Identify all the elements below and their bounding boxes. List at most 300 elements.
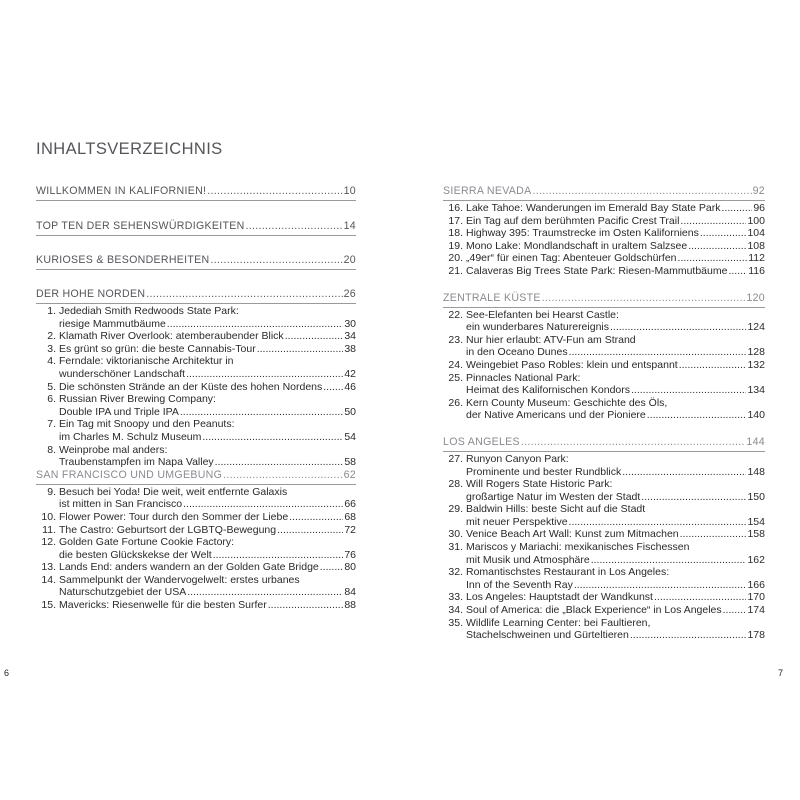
dot-leader xyxy=(641,491,746,504)
entry-body xyxy=(466,227,765,240)
entry-line xyxy=(466,240,765,253)
entry-body xyxy=(59,393,356,418)
entry-number: 11. xyxy=(42,523,56,536)
entry-text: Ein Tag auf dem berühmten Pacific Crest Trail xyxy=(466,214,680,227)
dot-leader xyxy=(323,381,343,394)
entry-number: 31. xyxy=(448,541,463,554)
entry-number: 12. xyxy=(41,536,56,549)
entry-text: Runyon Canyon Park: xyxy=(466,452,569,465)
dot-leader xyxy=(521,436,746,449)
entry-number: 1. xyxy=(47,305,56,317)
entry-number: 30. xyxy=(448,528,463,541)
entry-body xyxy=(466,397,765,422)
toc-entry xyxy=(36,536,356,561)
entry-page-number: 124 xyxy=(747,321,765,334)
entry-number: 32. xyxy=(448,566,463,579)
entry-body xyxy=(59,524,356,537)
entry-number: 10. xyxy=(41,510,56,523)
toc-section xyxy=(36,469,356,612)
entry-body xyxy=(466,617,765,642)
dot-leader xyxy=(146,288,342,301)
entry-number: 2. xyxy=(47,330,56,343)
entry-text: mit neuer Perspektive xyxy=(466,515,568,528)
entry-number: 20. xyxy=(448,252,463,265)
toc-entry xyxy=(443,453,765,478)
entry-list xyxy=(443,202,765,278)
entry-body xyxy=(59,330,356,343)
entry-text: Inn of the Seventh Ray xyxy=(466,578,573,591)
toc-entry xyxy=(443,334,765,359)
entry-number: 26. xyxy=(448,396,463,409)
dot-leader xyxy=(591,554,747,567)
section-rule xyxy=(443,307,765,308)
entry-line xyxy=(466,516,765,529)
entry-text: Russian River Brewing Company: xyxy=(59,393,216,406)
section-rule xyxy=(36,200,356,201)
entry-text: Es grünt so grün: die beste Cannabis-Tour xyxy=(59,342,256,355)
entry-page-number: 80 xyxy=(344,561,356,574)
entry-body xyxy=(466,591,765,604)
entry-page-number: 154 xyxy=(747,515,765,528)
dot-leader xyxy=(257,343,344,356)
toc-entry xyxy=(443,359,765,372)
entry-text: Mono Lake: Mondlandschaft in uraltem Salzsee xyxy=(466,239,688,252)
entry-text: Soul of America: die „Black Experience“ in Los Angeles xyxy=(466,604,722,617)
entry-page-number: 46 xyxy=(344,380,356,393)
entry-line xyxy=(59,330,356,343)
entry-line xyxy=(466,554,765,567)
section-page-number: 20 xyxy=(343,254,356,266)
entry-body xyxy=(59,599,356,612)
entry-number: 34. xyxy=(448,604,463,617)
toc-column-left xyxy=(36,185,356,612)
entry-body xyxy=(59,343,356,356)
toc-entry xyxy=(36,486,356,511)
dot-leader xyxy=(213,549,344,562)
entry-body xyxy=(59,381,356,394)
dot-leader xyxy=(542,292,746,305)
entry-body xyxy=(59,418,356,443)
dot-leader xyxy=(211,254,343,267)
section-page-number: 144 xyxy=(746,435,765,448)
toc-section xyxy=(36,185,356,201)
entry-page-number: 84 xyxy=(344,586,356,599)
section-heading xyxy=(443,292,765,305)
entry-list xyxy=(36,305,356,469)
entry-page-number: 178 xyxy=(747,629,765,642)
toc-entry xyxy=(443,591,765,604)
entry-page-number: 34 xyxy=(344,330,356,343)
entry-body xyxy=(59,355,356,380)
entry-page-number: 72 xyxy=(344,523,356,536)
entry-body xyxy=(466,528,765,541)
entry-page-number: 50 xyxy=(344,405,356,418)
entry-body xyxy=(466,252,765,265)
entry-text: Heimat des Kalifornischen Kondors xyxy=(466,384,631,397)
dot-leader xyxy=(268,599,344,612)
entry-page-number: 158 xyxy=(747,528,765,541)
toc-entry xyxy=(36,599,356,612)
entry-text: Highway 395: Traumstrecke im Osten Kaliforniens xyxy=(466,227,699,240)
toc-entry xyxy=(36,524,356,537)
entry-number: 24. xyxy=(448,358,463,371)
section-title: TOP TEN DER SEHENSWÜRDIGKEITEN xyxy=(36,220,245,232)
section-title: SAN FRANCISCO UND UMGEBUNG xyxy=(36,468,223,481)
entry-text: Los Angeles: Hauptstadt der Wandkunst xyxy=(466,591,653,604)
section-title: KURIOSES & BESONDERHEITEN xyxy=(36,254,210,266)
entry-text: Ein Tag mit Snoopy und den Peanuts: xyxy=(59,418,235,431)
entry-text: „49er“ für einen Tag: Abenteuer Goldschürfen xyxy=(466,252,677,265)
toc-entry xyxy=(443,478,765,503)
entry-text: Nur hier erlaubt: ATV-Fun am Strand xyxy=(466,333,636,346)
entry-body xyxy=(466,309,765,334)
dot-leader xyxy=(246,220,343,233)
entry-number: 33. xyxy=(448,591,463,604)
dot-leader xyxy=(680,528,747,541)
entry-number: 18. xyxy=(448,227,463,240)
entry-text: die besten Glückskekse der Welt xyxy=(59,548,212,561)
entry-number: 6. xyxy=(47,393,56,406)
entry-body xyxy=(466,334,765,359)
entry-body xyxy=(466,541,765,566)
dot-leader xyxy=(610,321,746,334)
entry-text: wunderschöner Landschaft xyxy=(59,367,186,380)
section-rule xyxy=(443,451,765,452)
toc-entry xyxy=(36,330,356,343)
entry-number: 23. xyxy=(448,333,463,346)
entry-page-number: 166 xyxy=(747,578,765,591)
entry-text: Prominente und bester Rundblick xyxy=(466,465,622,478)
dot-leader xyxy=(223,469,342,482)
entry-text: Besuch bei Yoda! Die weit, weit entfernte Galaxis xyxy=(59,485,288,498)
entry-body xyxy=(466,566,765,591)
dot-leader xyxy=(678,252,748,265)
entry-page-number: 148 xyxy=(747,465,765,478)
toc-entry xyxy=(36,418,356,443)
dot-leader xyxy=(723,604,747,617)
entry-line xyxy=(466,604,765,617)
toc-section xyxy=(36,254,356,270)
entry-line xyxy=(466,227,765,240)
entry-text: Mariscos y Mariachi: mexikanisches Fischessen xyxy=(466,541,690,554)
toc-entry xyxy=(443,309,765,334)
page-number-right: 7 xyxy=(778,668,784,678)
section-title: SIERRA NEVADA xyxy=(443,185,532,197)
section-heading xyxy=(36,469,356,482)
section-heading xyxy=(36,288,356,301)
entry-text: Sammelpunkt der Wandervogelwelt: erstes urbanes xyxy=(59,573,300,586)
entry-text: Golden Gate Fortune Cookie Factory: xyxy=(59,536,235,549)
entry-line xyxy=(59,599,356,612)
entry-text: Calaveras Big Trees State Park: Riesen-Mammutbäume xyxy=(466,264,728,277)
entry-text: im Charles M. Schulz Museum xyxy=(59,430,202,443)
entry-text: großartige Natur im Westen der Stadt xyxy=(466,490,641,503)
toc-entry xyxy=(443,566,765,591)
entry-text: Romantischstes Restaurant in Los Angeles: xyxy=(466,566,670,579)
entry-line xyxy=(466,252,765,265)
entry-page-number: 170 xyxy=(747,591,765,604)
section-title: WILLKOMMEN IN KALIFORNIEN! xyxy=(36,185,207,197)
entry-text: Lands End: anders wandern an der Golden Gate Bridge xyxy=(59,561,319,574)
entry-text: Die schönsten Strände an der Küste des hohen Nordens xyxy=(59,380,323,393)
section-page-number: 92 xyxy=(752,185,765,197)
entry-page-number: 104 xyxy=(747,227,765,240)
entry-line xyxy=(466,265,765,278)
entry-page-number: 54 xyxy=(344,430,356,443)
dot-leader xyxy=(187,586,343,599)
entry-number: 7. xyxy=(47,418,56,431)
dot-leader xyxy=(700,227,747,240)
entry-number: 22. xyxy=(448,308,463,321)
entry-list xyxy=(36,486,356,612)
entry-page-number: 108 xyxy=(747,239,765,252)
section-heading xyxy=(36,254,356,267)
section-rule xyxy=(36,235,356,236)
entry-line xyxy=(466,579,765,592)
entry-number: 5. xyxy=(47,380,56,393)
entry-number: 35. xyxy=(448,616,463,629)
dot-leader xyxy=(574,579,747,592)
entry-line xyxy=(466,491,765,504)
dot-leader xyxy=(721,202,752,215)
entry-number: 19. xyxy=(448,239,463,252)
section-page-number: 14 xyxy=(343,220,356,232)
section-title: LOS ANGELES xyxy=(443,435,520,448)
dot-leader xyxy=(186,368,343,381)
entry-line xyxy=(59,524,356,537)
toc-entry xyxy=(36,305,356,330)
dot-leader xyxy=(183,498,343,511)
dot-leader xyxy=(688,240,746,253)
entry-text: Will Rogers State Historic Park: xyxy=(466,478,613,491)
entry-line xyxy=(59,549,356,562)
entry-text: Venice Beach Art Wall: Kunst zum Mitmachen xyxy=(466,528,679,541)
entry-text: Klamath River Overlook: atemberaubender Blick xyxy=(59,330,284,343)
section-page-number: 120 xyxy=(746,291,765,304)
entry-page-number: 174 xyxy=(747,604,765,617)
section-page-number: 10 xyxy=(343,185,356,197)
section-page-number: 62 xyxy=(343,468,356,481)
entry-page-number: 100 xyxy=(747,214,765,227)
page-title: INHALTSVERZEICHNIS xyxy=(36,140,223,158)
entry-body xyxy=(466,604,765,617)
entry-number: 8. xyxy=(47,443,56,456)
entry-text: Pinnacles National Park: xyxy=(466,371,581,384)
dot-leader xyxy=(622,466,746,479)
entry-page-number: 132 xyxy=(747,358,765,371)
entry-body xyxy=(466,478,765,503)
entry-line xyxy=(59,586,356,599)
entry-text: Traubenstampfen im Napa Valley xyxy=(59,456,214,469)
entry-line xyxy=(59,318,356,331)
entry-page-number: 58 xyxy=(344,456,356,469)
dot-leader xyxy=(680,215,746,228)
entry-page-number: 128 xyxy=(747,346,765,359)
toc-entry xyxy=(36,574,356,599)
page-number-left: 6 xyxy=(4,668,10,678)
entry-page-number: 116 xyxy=(748,264,765,277)
dot-leader xyxy=(202,431,343,444)
entry-body xyxy=(59,486,356,511)
entry-number: 4. xyxy=(47,355,56,368)
entry-line xyxy=(466,215,765,228)
entry-text: See-Elefanten bei Hearst Castle: xyxy=(466,308,619,321)
entry-line xyxy=(466,202,765,215)
entry-text: Mavericks: Riesenwelle für die besten Surfer xyxy=(59,599,267,612)
entry-text: Ferndale: viktorianische Architektur in xyxy=(59,355,234,368)
entry-body xyxy=(59,511,356,524)
entry-number: 9. xyxy=(47,485,56,498)
entry-page-number: 42 xyxy=(344,367,356,380)
entry-body xyxy=(59,574,356,599)
entry-line xyxy=(59,368,356,381)
entry-page-number: 162 xyxy=(747,553,765,566)
dot-leader xyxy=(631,384,746,397)
entry-list xyxy=(443,453,765,642)
entry-page-number: 112 xyxy=(748,252,765,265)
toc-entry xyxy=(36,343,356,356)
entry-text: Weingebiet Paso Robles: klein und entspannt xyxy=(466,358,678,371)
toc-entry xyxy=(36,381,356,394)
toc-entry xyxy=(36,561,356,574)
section-heading xyxy=(36,220,356,233)
entry-page-number: 134 xyxy=(747,384,765,397)
dot-leader xyxy=(167,318,344,331)
entry-line xyxy=(466,466,765,479)
dot-leader xyxy=(532,185,751,198)
entry-body xyxy=(466,372,765,397)
entry-page-number: 76 xyxy=(344,548,356,561)
toc-entry xyxy=(36,355,356,380)
entry-text: Naturschutzgebiet der USA xyxy=(59,586,187,599)
entry-body xyxy=(59,536,356,561)
entry-text: der Native Americans und der Pioniere xyxy=(466,409,646,422)
toc-entry xyxy=(36,511,356,524)
toc-entry xyxy=(443,372,765,397)
entry-text: Lake Tahoe: Wanderungen im Emerald Bay State Park xyxy=(466,202,721,214)
dot-leader xyxy=(728,265,747,278)
dot-leader xyxy=(647,409,747,422)
toc-entry xyxy=(443,617,765,642)
entry-number: 15. xyxy=(41,599,56,612)
toc-entry xyxy=(443,397,765,422)
entry-body xyxy=(466,265,765,278)
toc-section xyxy=(443,292,765,422)
entry-line xyxy=(59,456,356,469)
entry-number: 13. xyxy=(41,561,56,574)
entry-line xyxy=(466,346,765,359)
entry-text: in den Oceano Dunes xyxy=(466,346,568,359)
toc-entry xyxy=(443,604,765,617)
entry-line xyxy=(59,561,356,574)
toc-entry xyxy=(443,240,765,253)
toc-section xyxy=(443,185,765,278)
entry-page-number: 88 xyxy=(344,599,356,612)
entry-line xyxy=(466,629,765,642)
entry-text: The Castro: Geburtsort der LGBTQ-Bewegung xyxy=(59,523,277,536)
dot-leader xyxy=(289,511,343,524)
entry-number: 17. xyxy=(448,214,463,227)
section-heading xyxy=(443,185,765,198)
entry-text: Double IPA und Triple IPA xyxy=(59,405,179,418)
entry-text: Flower Power: Tour durch den Sommer der Liebe xyxy=(59,510,289,523)
entry-line xyxy=(59,498,356,511)
entry-page-number: 96 xyxy=(753,202,765,214)
entry-page-number: 66 xyxy=(344,498,356,511)
entry-body xyxy=(466,453,765,478)
section-rule xyxy=(36,303,356,304)
toc-entry xyxy=(443,215,765,228)
toc-entry xyxy=(443,541,765,566)
entry-body xyxy=(466,359,765,372)
dot-leader xyxy=(277,524,343,537)
toc-section xyxy=(443,436,765,642)
entry-number: 16. xyxy=(448,202,463,214)
section-rule xyxy=(443,200,765,201)
entry-text: mit Musik und Atmosphäre xyxy=(466,553,590,566)
entry-body xyxy=(466,503,765,528)
toc-entry xyxy=(36,444,356,469)
dot-leader xyxy=(207,185,342,198)
entry-text: Kern County Museum: Geschichte des Öls, xyxy=(466,396,668,409)
section-heading xyxy=(443,436,765,449)
entry-text: Weinprobe mal anders: xyxy=(59,443,168,456)
dot-leader xyxy=(285,330,344,343)
dot-leader xyxy=(569,516,747,529)
entry-line xyxy=(59,431,356,444)
entry-body xyxy=(59,444,356,469)
dot-leader xyxy=(569,346,747,359)
entry-line xyxy=(466,409,765,422)
dot-leader xyxy=(654,591,746,604)
toc-entry xyxy=(36,393,356,418)
entry-line xyxy=(59,381,356,394)
toc-entry xyxy=(443,503,765,528)
entry-page-number: 38 xyxy=(344,342,356,355)
dot-leader xyxy=(215,456,344,469)
dot-leader xyxy=(180,406,343,419)
entry-text: ein wunderbares Naturereignis xyxy=(466,321,609,334)
entry-line xyxy=(59,343,356,356)
entry-number: 21. xyxy=(448,264,463,277)
entry-text: Stachelschweinen und Gürteltieren xyxy=(466,629,629,642)
entry-line xyxy=(59,511,356,524)
entry-number: 29. xyxy=(448,503,463,516)
section-heading xyxy=(36,185,356,198)
toc-entry xyxy=(443,227,765,240)
section-title: DER HOHE NORDEN xyxy=(36,288,146,300)
entry-number: 3. xyxy=(47,342,56,355)
entry-body xyxy=(59,305,356,330)
entry-text: ist mitten in San Francisco xyxy=(59,498,183,511)
entry-line xyxy=(59,406,356,419)
entry-page-number: 150 xyxy=(747,490,765,503)
entry-page-number: 68 xyxy=(344,510,356,523)
entry-body xyxy=(59,561,356,574)
toc-entry xyxy=(443,202,765,215)
dot-leader xyxy=(679,359,747,372)
toc-entry xyxy=(443,265,765,278)
entry-list xyxy=(443,309,765,422)
toc-entry xyxy=(443,252,765,265)
section-rule xyxy=(36,484,356,485)
entry-number: 28. xyxy=(448,478,463,491)
toc-entry xyxy=(443,528,765,541)
entry-line xyxy=(466,384,765,397)
entry-line xyxy=(466,528,765,541)
entry-text: riesige Mammutbäume xyxy=(59,317,166,330)
toc-column-right xyxy=(443,185,765,642)
